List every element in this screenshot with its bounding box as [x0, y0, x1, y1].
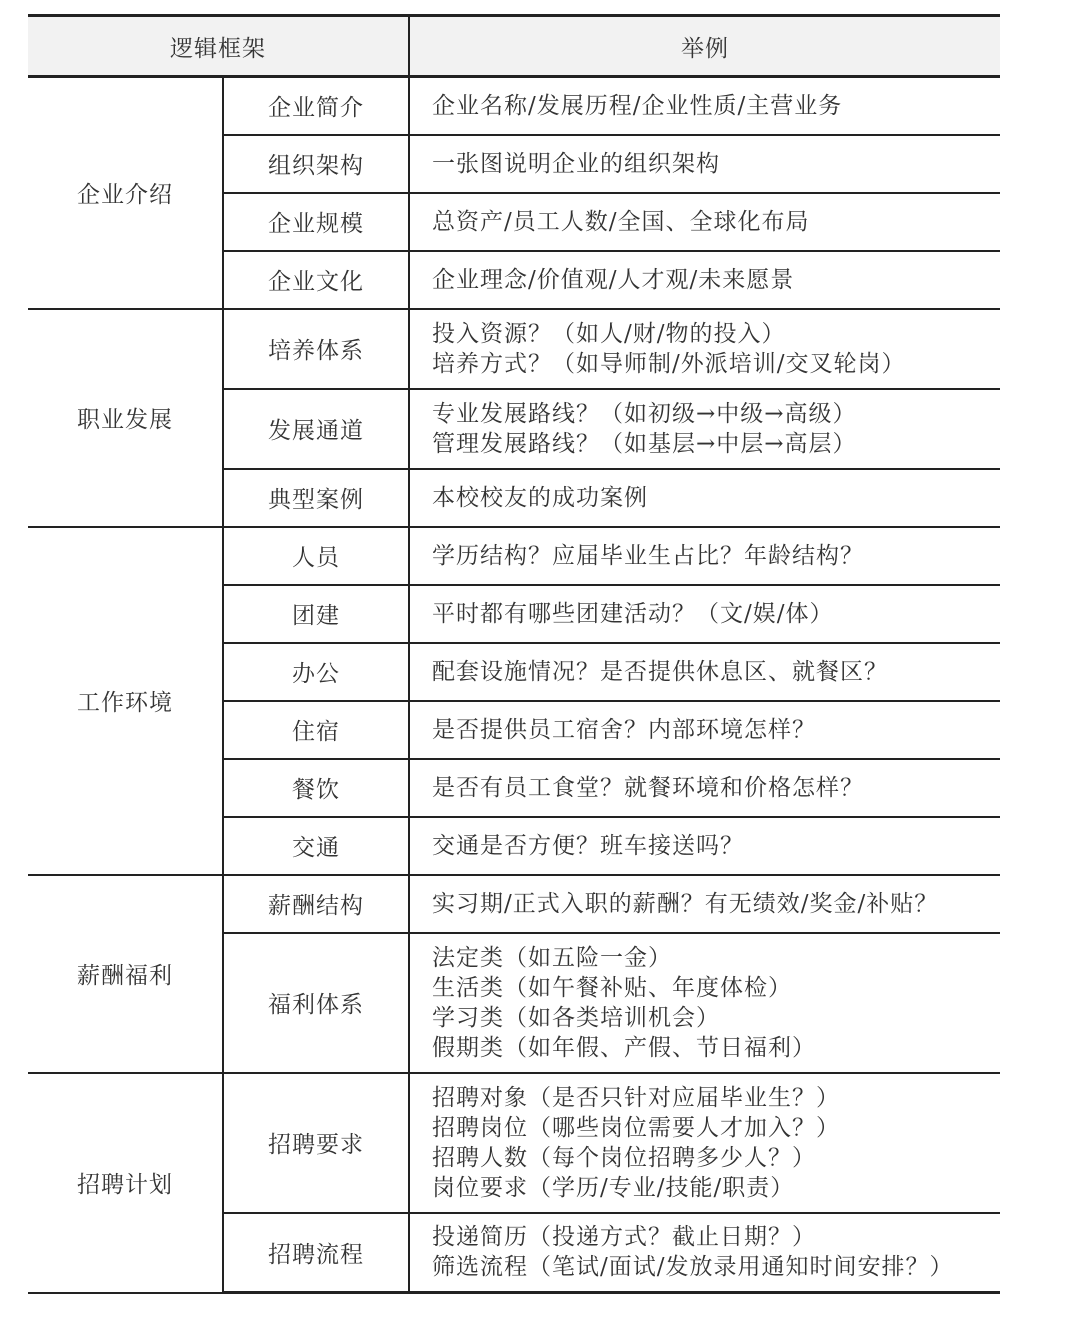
- example-cell: [409, 643, 1000, 701]
- item-cell: 培养体系: [223, 309, 409, 389]
- table-row: [28, 309, 1000, 389]
- example-cell: [409, 933, 1000, 1073]
- example-line: 法定类（如五险一金）: [432, 944, 672, 971]
- table-row: [28, 527, 1000, 585]
- category-cell: 招聘计划: [28, 1073, 223, 1293]
- example-cell: [409, 817, 1000, 875]
- example-line: 一张图说明企业的组织架构: [432, 150, 720, 177]
- example-line: 培养方式？（如导师制/外派培训/交叉轮岗）: [432, 350, 906, 377]
- example-line: 投递简历（投递方式？截止日期？）: [432, 1224, 816, 1251]
- example-cell: [409, 135, 1000, 193]
- example-line: 招聘岗位（哪些岗位需要人才加入？）: [432, 1114, 840, 1141]
- item-cell: 办公: [223, 643, 409, 701]
- example-line: 配套设施情况？是否提供休息区、就餐区？: [432, 658, 888, 685]
- example-cell: [409, 193, 1000, 251]
- example-line: 本校校友的成功案例: [432, 484, 648, 511]
- example-line: 交通是否方便？班车接送吗？: [432, 832, 744, 859]
- example-line: 投入资源？（如人/财/物的投入）: [432, 320, 786, 347]
- item-cell: 发展通道: [223, 389, 409, 469]
- logic-framework-table: [28, 14, 1000, 1294]
- item-cell: 组织架构: [223, 135, 409, 193]
- example-line: 岗位要求（学历/专业/技能/职责）: [432, 1174, 795, 1201]
- example-cell: [409, 1213, 1000, 1293]
- category-cell: 职业发展: [28, 309, 223, 527]
- example-line: 是否有员工食堂？就餐环境和价格怎样？: [432, 774, 864, 801]
- example-line: 企业名称/发展历程/企业性质/主营业务: [432, 92, 843, 119]
- item-cell: 住宿: [223, 701, 409, 759]
- item-cell: 招聘流程: [223, 1213, 409, 1293]
- example-line: 实习期/正式入职的薪酬？有无绩效/奖金/补贴？: [432, 890, 939, 917]
- example-line: 是否提供员工宿舍？内部环境怎样？: [432, 716, 816, 743]
- item-cell: 交通: [223, 817, 409, 875]
- example-line: 筛选流程（笔试/面试/发放录用通知时间安排？）: [432, 1254, 954, 1281]
- example-cell: [409, 469, 1000, 527]
- example-line: 企业理念/价值观/人才观/未来愿景: [432, 266, 795, 293]
- example-line: 学习类（如各类培训机会）: [432, 1004, 720, 1031]
- table-row: [28, 875, 1000, 933]
- example-line: 假期类（如年假、产假、节日福利）: [432, 1034, 816, 1061]
- item-cell: 薪酬结构: [223, 875, 409, 933]
- category-cell: 企业介绍: [28, 77, 223, 309]
- item-cell: 企业规模: [223, 193, 409, 251]
- example-line: 招聘对象（是否只针对应届毕业生？）: [432, 1084, 840, 1111]
- example-cell: [409, 875, 1000, 933]
- example-line: 学历结构？应届毕业生占比？年龄结构？: [432, 542, 864, 569]
- example-cell: [409, 701, 1000, 759]
- example-cell: [409, 759, 1000, 817]
- table-body: [28, 77, 1000, 1293]
- table-header-row: [28, 16, 1000, 77]
- table-row: [28, 1073, 1000, 1213]
- example-cell: [409, 527, 1000, 585]
- header-examples: 举例: [409, 16, 1000, 77]
- item-cell: 企业简介: [223, 77, 409, 135]
- example-cell: [409, 1073, 1000, 1213]
- table-row: [28, 77, 1000, 135]
- header-logic-framework: 逻辑框架: [28, 16, 409, 77]
- example-line: 总资产/员工人数/全国、全球化布局: [432, 208, 810, 235]
- example-line: 平时都有哪些团建活动？（文/娱/体）: [432, 600, 834, 627]
- item-cell: 福利体系: [223, 933, 409, 1073]
- example-cell: [409, 251, 1000, 309]
- example-cell: [409, 585, 1000, 643]
- item-cell: 典型案例: [223, 469, 409, 527]
- example-cell: [409, 77, 1000, 135]
- example-line: 招聘人数（每个岗位招聘多少人？）: [432, 1144, 816, 1171]
- example-cell: [409, 389, 1000, 469]
- example-line: 管理发展路线？（如基层→中层→高层）: [432, 430, 857, 457]
- item-cell: 企业文化: [223, 251, 409, 309]
- category-cell: 薪酬福利: [28, 875, 223, 1073]
- item-cell: 人员: [223, 527, 409, 585]
- item-cell: 餐饮: [223, 759, 409, 817]
- category-cell: 工作环境: [28, 527, 223, 875]
- example-line: 专业发展路线？（如初级→中级→高级）: [432, 400, 857, 427]
- example-line: 生活类（如午餐补贴、年度体检）: [432, 974, 792, 1001]
- item-cell: 团建: [223, 585, 409, 643]
- item-cell: 招聘要求: [223, 1073, 409, 1213]
- example-cell: [409, 309, 1000, 389]
